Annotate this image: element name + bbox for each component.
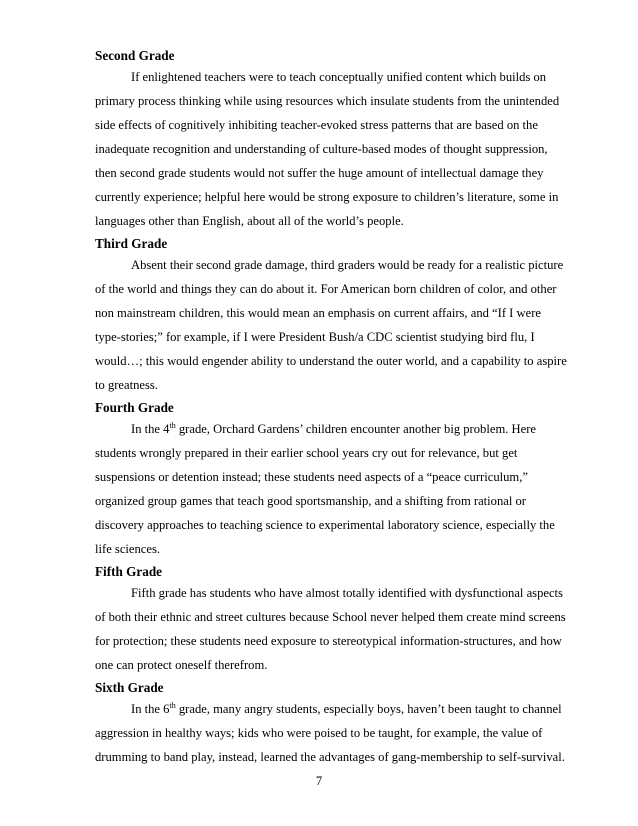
text-line xyxy=(95,697,562,721)
text-line: of both their ethnic and street cultures because School never helped them create mind screens xyxy=(95,610,566,624)
text-fragment: In the 6 xyxy=(131,702,170,716)
section-heading: Fifth Grade xyxy=(95,564,163,579)
text-line: life sciences. xyxy=(95,542,161,556)
text-line: inadequate recognition and understanding of culture-based modes of thought suppression, xyxy=(95,142,548,156)
text-line: currently experience; helpful here would be strong exposure to children’s literature, some in xyxy=(95,190,559,204)
text-line: non mainstream children, this would mean an emphasis on current affairs, and “If I were xyxy=(95,306,541,320)
section-second-grade xyxy=(95,46,560,233)
document-page xyxy=(95,46,567,770)
ordinal-suffix: th xyxy=(169,420,176,430)
text-line: suspensions or detention instead; these students need aspects of a “peace curriculum,” xyxy=(95,470,528,484)
paragraph xyxy=(95,253,567,397)
section-fifth-grade xyxy=(95,562,566,677)
section-heading: Third Grade xyxy=(95,236,168,251)
text-line: discovery approaches to teaching science to experimental laboratory science, especially the xyxy=(95,518,555,532)
text-line: would…; this would engender ability to understand the outer world, and a capability to aspire xyxy=(95,354,567,368)
text-line: then second grade students would not suffer the huge amount of intellectual damage they xyxy=(95,166,544,180)
text-line xyxy=(95,417,555,441)
text-line: Fifth grade has students who have almost totally identified with dysfunctional aspects xyxy=(131,586,563,600)
text-line: organized group games that teach good sportsmanship, and a shifting from rational or xyxy=(95,494,526,508)
text-line: primary process thinking while using resources which insulate students from the unintended xyxy=(95,94,560,108)
paragraph xyxy=(95,417,555,561)
text-line: side effects of cognitively inhibiting teacher-evoked stress patterns that are based on the xyxy=(95,118,538,132)
text-line: drumming to band play, instead, learned the advantages of gang-membership to self-survival. xyxy=(95,750,565,764)
section-heading: Fourth Grade xyxy=(95,400,174,415)
text-line: type-stories;” for example, if I were President Bush/a CDC scientist studying bird flu, I xyxy=(95,330,535,344)
text-line: languages other than English, about all of the world’s people. xyxy=(95,214,404,228)
text-line: one can protect oneself therefrom. xyxy=(95,658,268,672)
paragraph xyxy=(95,65,560,233)
text-fragment: grade, many angry students, especially boys, haven’t been taught to channel xyxy=(175,702,562,716)
text-fragment: In the 4 xyxy=(131,422,170,436)
section-sixth-grade xyxy=(95,678,565,769)
section-heading: Sixth Grade xyxy=(95,680,164,695)
ordinal-suffix: th xyxy=(169,700,176,710)
section-fourth-grade xyxy=(95,398,555,561)
text-line: of the world and things they can do about it. For American born children of color, and other xyxy=(95,282,557,296)
text-line: If enlightened teachers were to teach conceptually unified content which builds on xyxy=(131,70,547,84)
text-line: Absent their second grade damage, third graders would be ready for a realistic picture xyxy=(131,258,564,272)
section-heading: Second Grade xyxy=(95,48,175,63)
text-line: aggression in healthy ways; kids who were poised to be taught, for example, the value of xyxy=(95,726,543,740)
text-fragment: grade, Orchard Gardens’ children encounter another big problem. Here xyxy=(175,422,536,436)
text-line: for protection; these students need exposure to stereotypical information-structures, and how xyxy=(95,634,562,648)
section-third-grade xyxy=(95,234,567,397)
paragraph xyxy=(95,581,566,677)
page-number: 7 xyxy=(315,774,323,788)
text-line: students wrongly prepared in their earlier school years cry out for relevance, but get xyxy=(95,446,518,460)
paragraph xyxy=(95,697,565,769)
text-line: to greatness. xyxy=(95,378,158,392)
